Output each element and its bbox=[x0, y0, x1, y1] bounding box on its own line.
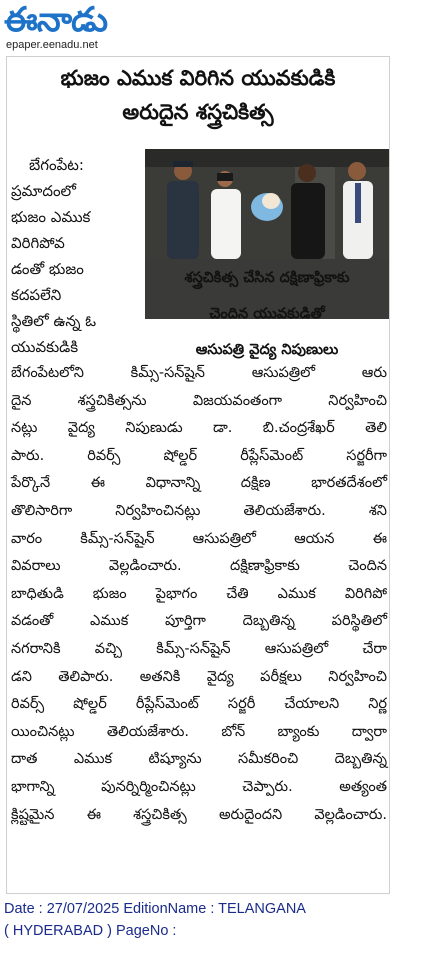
article-photo bbox=[145, 149, 389, 319]
article-body-line: యించినట్లు తెలియజేశారు. బోన్‌ బ్యాంకు ద్వారా bbox=[11, 723, 387, 740]
headline-line-2: అరుదైన శస్త్రచికిత్స bbox=[122, 100, 274, 124]
article-body-line: డని తెలిపారు. అతనికి వైద్య పరీక్షలు నిర్వహించి bbox=[11, 668, 387, 685]
article-body-line: పారు. రివర్స్‌ షోల్డర్‌ రీప్లేస్‌మెంట్‌ సర్జరీగా bbox=[11, 447, 387, 464]
article-body-line: దైన శస్త్రచికిత్సను విజయవంతంగా నిర్వహించి bbox=[11, 392, 387, 409]
eenadu-logo: ఈనాడు bbox=[4, 0, 108, 40]
headline-line-1: భుజం ఎముక విరిగిన యువకుడికి bbox=[60, 66, 336, 90]
narrow-line: విరిగిపోవ bbox=[11, 234, 65, 252]
masthead bbox=[4, 2, 144, 54]
article-body-line: నట్లు వైద్య నిపుణుడు డా. బి.చంద్రశేఖర్‌ తెలి bbox=[11, 420, 387, 437]
article-body-line: వివరాలు వెల్లడించారు. దక్షిణాఫ్రికాకు చెందిన bbox=[11, 558, 387, 575]
clip-footer bbox=[4, 898, 306, 942]
article-body-line: నగరానికి వచ్చి కిమ్స్‌-సన్‌షైన్‌ ఆసుపత్రిలో చేరా bbox=[11, 641, 387, 657]
article-body-line: క్లిష్టమైన ఈ శస్త్రచికిత్స అరుదైందని వెల్లడించారు. bbox=[11, 806, 387, 823]
news-clipping bbox=[6, 56, 390, 894]
narrow-line: కదపలేని bbox=[11, 286, 62, 304]
article-body-line: దాత ఎముక టిష్యూను సమీకరించి దెబ్బతిన్న bbox=[11, 751, 387, 768]
narrow-line: ప్రమాదంలో bbox=[11, 182, 76, 200]
narrow-line: స్థితిలో ఉన్న ఓ bbox=[11, 312, 97, 330]
article-body-line: బాధితుడి భుజం పైభాగం చేతి ఎముక విరిగిపో bbox=[11, 585, 387, 602]
photo-caption-line-1: శస్త్రచికిత్స చేసిన దక్షిణాఫ్రికాకు bbox=[184, 270, 350, 286]
article-body-line: వడంతో ఎముక పూర్తిగా దెబ్బతిన్న పరిస్థితిలో bbox=[11, 613, 387, 630]
epaper-site-label: epaper.eenadu.net bbox=[6, 39, 98, 51]
article-body-line: తొలిసారిగా నిర్వహించినట్లు తెలియజేశారు. శని bbox=[11, 503, 387, 519]
article-body-line: వారం కిమ్స్‌-సన్‌షైన్‌ ఆసుపత్రిలో ఆయన ఈ bbox=[11, 530, 387, 547]
photo-caption-line-3: ఆసుపత్రి వైద్య నిపుణులు bbox=[195, 342, 339, 358]
dateline: బేగంపేట: bbox=[29, 156, 84, 174]
photo-caption-line-2: చెందిన యువకుడితో bbox=[209, 306, 325, 322]
article-body-line: బేగంపేటలోని కిమ్స్‌-సన్‌షైన్‌ ఆసుపత్రిలో ఆరు bbox=[11, 365, 387, 381]
narrow-line: డంతో భుజం bbox=[11, 260, 84, 278]
narrow-line: యువకుడికి bbox=[11, 338, 79, 356]
doctors-group-photo bbox=[145, 149, 389, 259]
article-body-line: పేర్కొనే ఈ విధానాన్ని దక్షిణ భారతదేశంలో bbox=[11, 475, 387, 492]
article-body-line: రివర్స్‌ షోల్డర్‌ రీప్లేస్‌మెంట్‌ సర్జరీ చేయాలని నిర్ణ bbox=[11, 696, 387, 713]
article-body-line: భాగాన్ని పునర్నిర్మించినట్లు చెప్పారు. అత్యంత bbox=[11, 779, 387, 795]
footer-page: ( HYDERABAD ) PageNo : bbox=[4, 923, 177, 939]
narrow-line: భుజం ఎముక bbox=[11, 208, 91, 226]
footer-date-edition: Date : 27/07/2025 EditionName : TELANGANA bbox=[4, 901, 306, 917]
